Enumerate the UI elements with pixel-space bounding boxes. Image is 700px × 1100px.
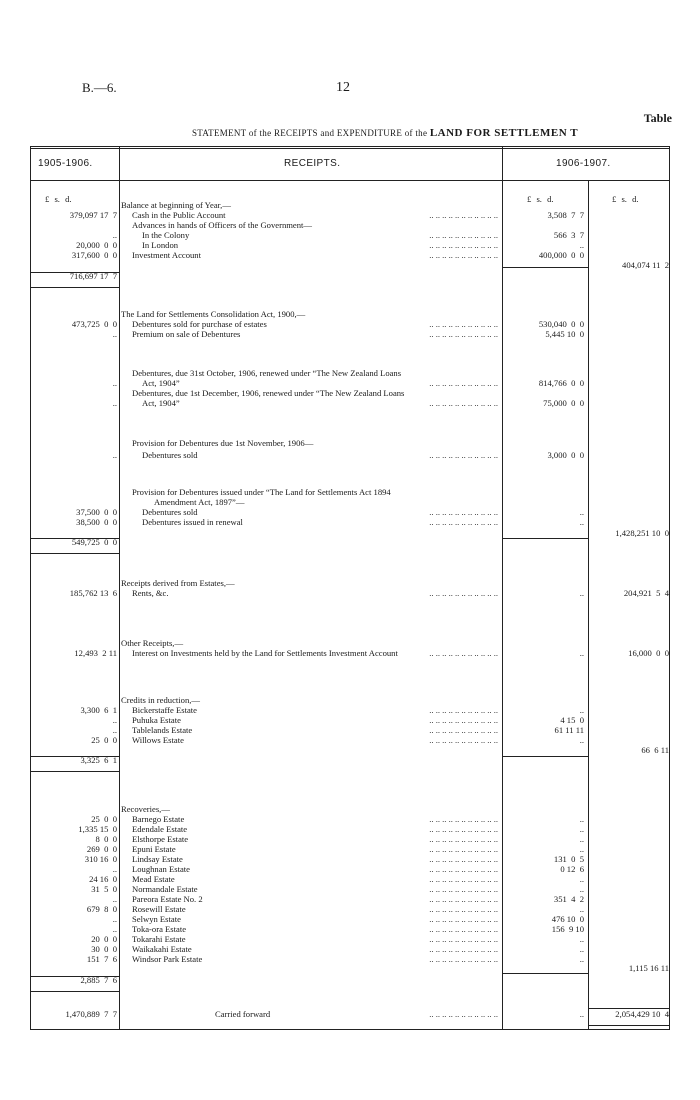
prev-year-amount: .. xyxy=(112,378,117,388)
leader-dots: .. .. .. .. .. .. .. .. .. .. .. xyxy=(429,230,498,240)
receipt-description xyxy=(132,368,498,378)
receipt-label: Balance at beginning of Year,— xyxy=(121,200,231,210)
receipts-column-divider xyxy=(502,146,503,1030)
current-year-amount: .. xyxy=(579,944,584,954)
subtotal-rule xyxy=(502,538,588,539)
leader-dots: .. .. .. .. .. .. .. .. .. .. .. xyxy=(429,705,498,715)
receipt-description xyxy=(132,715,498,725)
receipt-label: Interest on Investments held by the Land for Settlements Investment Account xyxy=(132,648,402,658)
leader-dots: .. .. .. .. .. .. .. .. .. .. .. xyxy=(429,210,498,220)
receipt-label: Selwyn Estate xyxy=(132,914,185,924)
leader-dots: .. .. .. .. .. .. .. .. .. .. .. xyxy=(429,934,498,944)
leader-dots: .. .. .. .. .. .. .. .. .. .. .. xyxy=(429,884,498,894)
leader-dots: .. .. .. .. .. .. .. .. .. .. .. xyxy=(429,924,498,934)
receipt-description xyxy=(132,487,498,497)
prev-year-amount: 151 7 6 xyxy=(86,954,117,964)
receipt-label: Provision for Debentures due 1st November, 1906— xyxy=(132,438,314,448)
receipt-description xyxy=(132,725,498,735)
prev-year-amount: 185,762 13 6 xyxy=(69,588,117,598)
receipt-description xyxy=(132,854,498,864)
statement-title: LAND FOR SETTLEMEN T xyxy=(429,127,579,139)
table-top-rule xyxy=(30,146,670,147)
receipt-label: Act, 1904” xyxy=(142,398,184,408)
receipt-description xyxy=(132,438,498,448)
receipt-label: Barnego Estate xyxy=(132,814,188,824)
current-year-amount: 3,000 0 0 xyxy=(547,450,584,460)
prev-year-amount: 31 5 0 xyxy=(91,884,117,894)
leader-dots: .. .. .. .. .. .. .. .. .. .. .. xyxy=(429,398,498,408)
receipt-description xyxy=(132,735,498,745)
leader-dots: .. .. .. .. .. .. .. .. .. .. .. xyxy=(429,715,498,725)
receipt-description xyxy=(121,309,498,319)
prev-year-amount: 3,300 6 1 xyxy=(80,705,117,715)
receipt-description xyxy=(132,648,498,658)
receipt-description xyxy=(154,497,498,507)
currency-header-prev: £ s. d. xyxy=(45,194,72,204)
receipt-label: Rosewill Estate xyxy=(132,904,190,914)
receipt-description xyxy=(215,1009,498,1019)
receipt-description xyxy=(132,250,498,260)
receipt-label: Willows Estate xyxy=(132,735,188,745)
receipt-label: Epuni Estate xyxy=(132,844,180,854)
current-year-amount: .. xyxy=(579,705,584,715)
table-bottom-rule xyxy=(30,1029,670,1030)
receipt-description xyxy=(132,210,498,220)
prev-year-amount: 25 0 0 xyxy=(91,735,117,745)
current-year-amount: 4 15 0 xyxy=(560,715,584,725)
leader-dots: .. .. .. .. .. .. .. .. .. .. .. xyxy=(429,450,498,460)
receipt-description xyxy=(142,240,498,250)
prev-year-amount: .. xyxy=(112,725,117,735)
receipt-label: Investment Account xyxy=(132,250,205,260)
receipt-label: Bickerstaffe Estate xyxy=(132,705,201,715)
current-year-amount: .. xyxy=(579,884,584,894)
leader-dots: .. .. .. .. .. .. .. .. .. .. .. xyxy=(429,824,498,834)
leader-dots: .. .. .. .. .. .. .. .. .. .. .. xyxy=(429,954,498,964)
prev-year-amount: 20,000 0 0 xyxy=(76,240,117,250)
current-year-amount: .. xyxy=(579,588,584,598)
statement-prefix: STATEMENT of the RECEIPTS and EXPENDITURE of the xyxy=(192,128,428,138)
current-year-amount: 156 9 10 xyxy=(551,924,584,934)
current-year-total: 1,428,251 10 0 xyxy=(615,528,669,538)
receipt-description xyxy=(132,874,498,884)
current-year-amount: 566 3 7 xyxy=(553,230,584,240)
receipt-label: Amendment Act, 1897”— xyxy=(154,497,245,507)
receipt-description xyxy=(142,450,498,460)
leader-dots: .. .. .. .. .. .. .. .. .. .. .. xyxy=(429,914,498,924)
current-year-total: 16,000 0 0 xyxy=(628,648,669,658)
right-year-header: 1906-1907. xyxy=(556,158,611,169)
current-year-amount: .. xyxy=(579,904,584,914)
subtotal-rule xyxy=(502,267,588,268)
receipt-label: Carried forward xyxy=(215,1009,274,1019)
receipt-description xyxy=(132,705,498,715)
leader-dots: .. .. .. .. .. .. .. .. .. .. .. xyxy=(429,874,498,884)
leader-dots: .. .. .. .. .. .. .. .. .. .. .. xyxy=(429,319,498,329)
table-label: Table xyxy=(643,111,672,125)
receipt-label: In the Colony xyxy=(142,230,193,240)
receipt-label: Advances in hands of Officers of the Government— xyxy=(132,220,313,230)
current-year-total: 1,115 16 11 xyxy=(628,963,669,973)
leader-dots: .. .. .. .. .. .. .. .. .. .. .. xyxy=(429,329,498,339)
current-year-amount: 814,766 0 0 xyxy=(538,378,584,388)
current-year-amount: 131 0 5 xyxy=(553,854,584,864)
current-year-amount: .. xyxy=(579,648,584,658)
receipt-description xyxy=(132,824,498,834)
prev-year-amount: .. xyxy=(112,864,117,874)
currency-header-amount: £ s. d. xyxy=(527,194,554,204)
currency-header-total: £ s. d. xyxy=(612,194,639,204)
subtotal-rule xyxy=(502,973,588,974)
receipt-description xyxy=(132,844,498,854)
current-year-total: 404,074 11 2 xyxy=(622,260,669,270)
current-year-amount: 61 11 11 xyxy=(554,725,584,735)
receipt-description xyxy=(142,517,498,527)
prev-year-amount: .. xyxy=(112,894,117,904)
leader-dots: .. .. .. .. .. .. .. .. .. .. .. xyxy=(429,894,498,904)
prev-year-amount: 716,697 17 7 xyxy=(69,271,117,281)
receipt-label: Provision for Debentures issued under “The Land for Settlements Act 1894 xyxy=(132,487,391,497)
receipt-label: Debentures sold for purchase of estates xyxy=(132,319,271,329)
receipt-label: Elsthorpe Estate xyxy=(132,834,192,844)
prev-year-amount: 37,500 0 0 xyxy=(76,507,117,517)
current-year-amount: .. xyxy=(579,874,584,884)
receipt-description xyxy=(132,319,498,329)
prev-year-amount: .. xyxy=(112,329,117,339)
receipt-label: Normandale Estate xyxy=(132,884,202,894)
table-left-border xyxy=(30,146,31,1030)
subtotal-rule xyxy=(31,771,119,772)
prev-year-amount: 24 16 0 xyxy=(89,874,117,884)
receipt-description xyxy=(132,914,498,924)
current-year-total: 2,054,429 10 4 xyxy=(615,1009,669,1019)
current-year-amount: 3,508 7 7 xyxy=(547,210,584,220)
prev-year-amount: 3,325 6 1 xyxy=(80,755,117,765)
receipt-label: Puhuka Estate xyxy=(132,715,185,725)
leader-dots: .. .. .. .. .. .. .. .. .. .. .. xyxy=(429,250,498,260)
receipt-label: Cash in the Public Account xyxy=(132,210,230,220)
receipt-label: Debentures, due 31st October, 1906, renewed under “The New Zealand Loans xyxy=(132,368,402,378)
receipt-label: Rents, &c. xyxy=(132,588,173,598)
receipt-description xyxy=(132,954,498,964)
receipt-description xyxy=(132,924,498,934)
current-year-amount: .. xyxy=(579,507,584,517)
receipt-label: Recoveries,— xyxy=(121,804,170,814)
receipt-label: Other Receipts,— xyxy=(121,638,184,648)
current-year-amount: 351 4 2 xyxy=(553,894,584,904)
receipts-header: RECEIPTS. xyxy=(284,158,341,169)
receipt-description xyxy=(142,378,498,388)
receipt-description xyxy=(132,944,498,954)
prev-year-amount: .. xyxy=(112,715,117,725)
receipt-label: Debentures sold xyxy=(142,450,202,460)
receipt-description xyxy=(132,904,498,914)
prev-year-amount: 269 0 0 xyxy=(86,844,117,854)
leader-dots: .. .. .. .. .. .. .. .. .. .. .. xyxy=(429,844,498,854)
statement-heading xyxy=(192,127,578,139)
page-number: 12 xyxy=(336,80,350,95)
current-year-amount: 75,000 0 0 xyxy=(543,398,584,408)
receipt-description xyxy=(132,329,498,339)
receipt-label: Pareora Estate No. 2 xyxy=(132,894,207,904)
leader-dots: .. .. .. .. .. .. .. .. .. .. .. xyxy=(429,944,498,954)
current-year-total: 204,921 5 4 xyxy=(623,588,669,598)
receipt-description xyxy=(121,200,498,210)
receipt-label: Edendale Estate xyxy=(132,824,191,834)
leader-dots: .. .. .. .. .. .. .. .. .. .. .. xyxy=(429,588,498,598)
receipt-label: Debentures sold xyxy=(142,507,202,517)
table-top-rule-double xyxy=(30,148,670,149)
current-year-amount: .. xyxy=(579,844,584,854)
leader-dots: .. .. .. .. .. .. .. .. .. .. .. xyxy=(429,735,498,745)
receipt-description xyxy=(132,894,498,904)
prev-year-amount: 38,500 0 0 xyxy=(76,517,117,527)
leader-dots: .. .. .. .. .. .. .. .. .. .. .. xyxy=(429,834,498,844)
receipt-label: Tokarahi Estate xyxy=(132,934,190,944)
prev-year-amount: 1,335 15 0 xyxy=(78,824,117,834)
current-year-amount: .. xyxy=(579,814,584,824)
receipt-label: Tablelands Estate xyxy=(132,725,196,735)
receipt-description xyxy=(121,695,498,705)
receipt-label: Debentures, due 1st December, 1906, renewed under “The New Zealand Loans xyxy=(132,388,405,398)
leader-dots: .. .. .. .. .. .. .. .. .. .. .. xyxy=(429,648,498,658)
prev-year-amount: 379,097 17 7 xyxy=(69,210,117,220)
prev-year-amount: .. xyxy=(112,398,117,408)
current-year-amount: .. xyxy=(579,834,584,844)
prev-year-amount: 20 0 0 xyxy=(91,934,117,944)
receipt-label: Premium on sale of Debentures xyxy=(132,329,244,339)
leader-dots: .. .. .. .. .. .. .. .. .. .. .. xyxy=(429,864,498,874)
receipt-description xyxy=(142,398,498,408)
leader-dots: .. .. .. .. .. .. .. .. .. .. .. xyxy=(429,378,498,388)
leader-dots: .. .. .. .. .. .. .. .. .. .. .. xyxy=(429,725,498,735)
prev-year-amount: 549,725 0 0 xyxy=(71,537,117,547)
current-year-amount: 5,445 10 0 xyxy=(545,329,584,339)
receipt-label: Toka-ora Estate xyxy=(132,924,190,934)
prev-year-amount: 1,470,889 7 7 xyxy=(65,1009,117,1019)
leader-dots: .. .. .. .. .. .. .. .. .. .. .. xyxy=(429,517,498,527)
receipt-label: Mead Estate xyxy=(132,874,179,884)
receipt-description xyxy=(121,638,498,648)
prev-year-amount: 317,600 0 0 xyxy=(71,250,117,260)
receipt-label: In London xyxy=(142,240,182,250)
subtotal-rule xyxy=(31,991,119,992)
prev-year-amount: 12,493 2 11 xyxy=(74,648,117,658)
prev-year-amount: .. xyxy=(112,914,117,924)
prev-year-amount: 473,725 0 0 xyxy=(71,319,117,329)
receipt-label: Credits in reduction,— xyxy=(121,695,201,705)
receipt-label: Loughnan Estate xyxy=(132,864,194,874)
left-year-header: 1905-1906. xyxy=(38,158,93,169)
prev-year-amount: 25 0 0 xyxy=(91,814,117,824)
current-year-amount: 476 10 0 xyxy=(551,914,584,924)
current-year-amount: .. xyxy=(579,934,584,944)
current-year-amount: 400,000 0 0 xyxy=(538,250,584,260)
receipt-description xyxy=(132,388,498,398)
receipt-label: Windsor Park Estate xyxy=(132,954,206,964)
prev-year-amount: 310 16 0 xyxy=(84,854,117,864)
subtotal-rule xyxy=(502,756,588,757)
receipt-description xyxy=(132,588,498,598)
prev-year-amount: .. xyxy=(112,924,117,934)
amount-column-divider xyxy=(588,180,589,1030)
receipt-description xyxy=(142,507,498,517)
leader-dots: .. .. .. .. .. .. .. .. .. .. .. xyxy=(429,1009,498,1019)
header-bottom-rule xyxy=(30,180,670,181)
leader-dots: .. .. .. .. .. .. .. .. .. .. .. xyxy=(429,240,498,250)
receipt-label: Lindsay Estate xyxy=(132,854,187,864)
current-year-total: 66 6 11 xyxy=(641,745,669,755)
current-year-amount: 530,040 0 0 xyxy=(538,319,584,329)
receipt-description xyxy=(132,834,498,844)
prev-year-amount: .. xyxy=(112,230,117,240)
receipt-description xyxy=(142,230,498,240)
receipt-label: Debentures issued in renewal xyxy=(142,517,247,527)
prev-year-amount: 30 0 0 xyxy=(91,944,117,954)
receipt-description xyxy=(132,814,498,824)
current-year-amount: .. xyxy=(579,954,584,964)
current-year-amount: .. xyxy=(579,824,584,834)
prev-year-amount: .. xyxy=(112,450,117,460)
receipt-description xyxy=(121,578,498,588)
prev-year-amount: 2,885 7 6 xyxy=(80,975,117,985)
subtotal-rule xyxy=(31,553,119,554)
leader-dots: .. .. .. .. .. .. .. .. .. .. .. xyxy=(429,854,498,864)
prev-year-amount: 679 8 0 xyxy=(86,904,117,914)
table-right-border xyxy=(669,146,670,1030)
current-year-amount: .. xyxy=(579,1009,584,1019)
leader-dots: .. .. .. .. .. .. .. .. .. .. .. xyxy=(429,814,498,824)
receipt-description xyxy=(132,934,498,944)
subtotal-rule xyxy=(31,287,119,288)
current-year-amount: .. xyxy=(579,240,584,250)
leader-dots: .. .. .. .. .. .. .. .. .. .. .. xyxy=(429,507,498,517)
receipt-label: Act, 1904” xyxy=(142,378,184,388)
prev-year-column-divider xyxy=(119,146,120,1030)
document-reference: B.—6. xyxy=(82,80,117,95)
receipt-label: Waikakahi Estate xyxy=(132,944,196,954)
leader-dots: .. .. .. .. .. .. .. .. .. .. .. xyxy=(429,904,498,914)
receipt-description xyxy=(132,220,498,230)
receipt-description xyxy=(132,864,498,874)
receipt-label: The Land for Settlements Consolidation Act, 1900,— xyxy=(121,309,306,319)
prev-year-amount: 8 0 0 xyxy=(95,834,117,844)
current-year-amount: .. xyxy=(579,517,584,527)
total-rule xyxy=(588,1025,669,1026)
current-year-amount: 0 12 6 xyxy=(560,864,584,874)
receipt-label: Receipts derived from Estates,— xyxy=(121,578,235,588)
current-year-amount: .. xyxy=(579,735,584,745)
receipt-description xyxy=(121,804,498,814)
receipt-description xyxy=(132,884,498,894)
